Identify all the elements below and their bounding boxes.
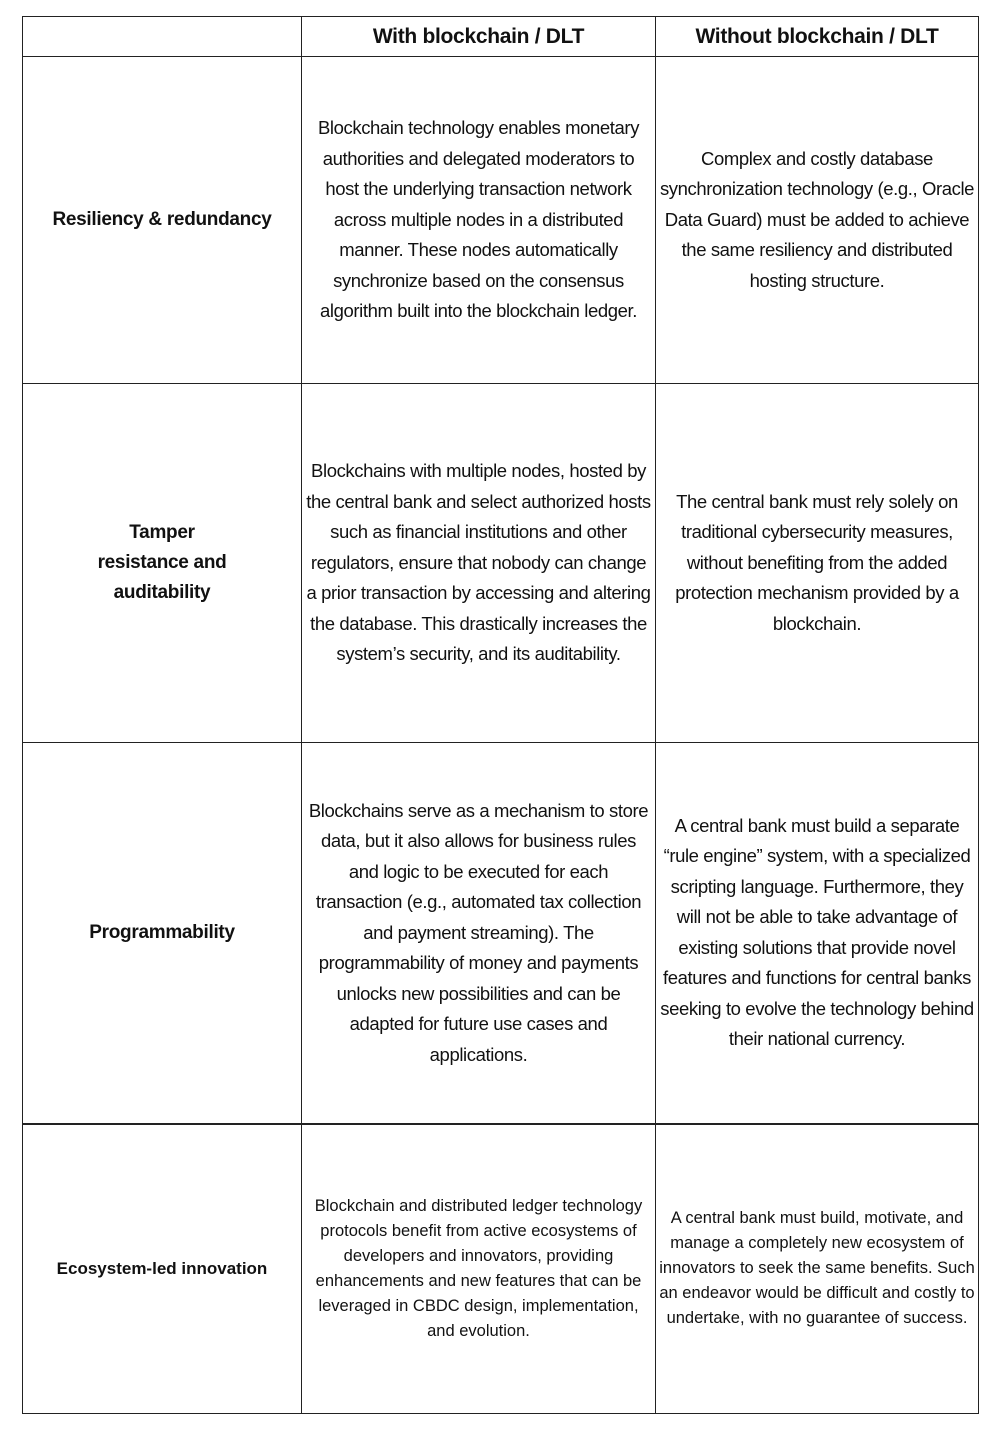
row-label: Tamper resistance and auditability [23,384,302,743]
with-blockchain-cell: Blockchain technology enables monetary authorities and delegated moderators to host the underlying transaction network across multiple nodes in a distributed manner. These nodes automatically synchronize based on the consensus algorithm built into the blockchain ledger. [302,57,656,384]
comparison-table [22,16,979,1414]
table-row [23,743,979,1124]
table-header-row [23,17,979,57]
with-blockchain-cell: Blockchain and distributed ledger technology protocols benefit from active ecosystems of developers and innovators, providing enhancements and new features that can be leveraged in CBDC design, implementation, and evolution. [302,1124,656,1414]
row-label: Resiliency & redundancy [23,57,302,384]
without-blockchain-cell: The central bank must rely solely on traditional cybersecurity measures, without benefiting from the added protection mechanism provided by a blockchain. [656,384,979,743]
without-blockchain-cell: A central bank must build, motivate, and manage a completely new ecosystem of innovators to seek the same benefits. Such an endeavor would be difficult and costly to undertake, with no guarantee of success. [656,1124,979,1414]
without-blockchain-cell: A central bank must build a separate “rule engine” system, with a specialized scripting language. Furthermore, they will not be able to take advantage of existing solutions that provide novel features and functions for central banks seeking to evolve the technology behind their national currency. [656,743,979,1124]
row-label: Programmability [23,743,302,1124]
with-blockchain-cell: Blockchains serve as a mechanism to store data, but it also allows for business rules and logic to be executed for each transaction (e.g., automated tax collection and payment streaming). The programmability of money and payments unlocks new possibilities and can be adapted for future use cases and applications. [302,743,656,1124]
table-row [23,57,979,384]
table-row [23,384,979,743]
table-row [23,1124,979,1414]
header-cell-without-blockchain: Without blockchain / DLT [656,17,979,57]
without-blockchain-cell: Complex and costly database synchronization technology (e.g., Oracle Data Guard) must be added to achieve the same resiliency and distributed hosting structure. [656,57,979,384]
row-label: Ecosystem-led innovation [23,1124,302,1414]
with-blockchain-cell: Blockchains with multiple nodes, hosted by the central bank and select authorized hosts such as financial institutions and other regulators, ensure that nobody can change a prior transaction by accessing and altering the database. This drastically increases the system’s security, and its auditability. [302,384,656,743]
header-cell-with-blockchain: With blockchain / DLT [302,17,656,57]
header-cell-empty [23,17,302,57]
